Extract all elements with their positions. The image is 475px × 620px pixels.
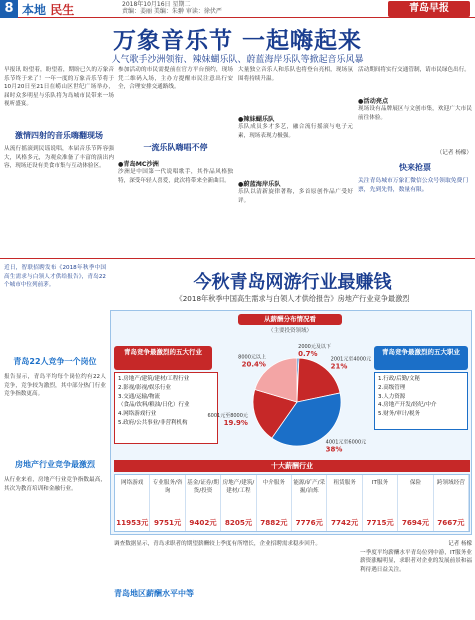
list-item: 2.高级管理 [378,384,406,391]
table-cell-value: 7667元 [437,518,465,527]
pie-value-label: 20.4% [241,360,266,369]
salary-table [114,474,470,532]
list-item: 5.财务/审计/税务 [378,411,420,418]
table-cell [292,475,327,531]
table-cell-label: 中介服务 [262,480,286,486]
story1-col4-text: 活动期间将实行交通管制，请市民绿色出行。 [358,67,470,73]
story2-subhead2: 房地产行业竞争最激烈 [15,460,95,469]
dateline [122,1,222,15]
editor-credits: 责编：姜丽 美编：朱翀 审读：徐伏严 [122,8,222,15]
story1-col4 [358,66,472,256]
pie-value-label: 38% [325,445,343,454]
pie-value-label: 19.9% [223,419,248,428]
story1-col3-text2: 乐队成员多才多艺，融合流行摇滚与电子元素，现场表现力极强。 [238,124,353,139]
story1-headline: 万象音乐节 一起嗨起来 [112,27,362,54]
table-cell-value: 8205元 [224,518,253,527]
pie-label: 2001元至4000元 [330,356,372,363]
pie-label: 8000元以上 [238,354,266,361]
table-cell [434,475,469,531]
story1-col4-heading: 快来抢票 [399,162,431,172]
table-cell [115,475,150,531]
table-cell [150,475,185,531]
table-cell-value: 7776元 [295,518,323,527]
list-item: 4.房地产开发/经纪/中介 [378,402,437,409]
section-livelihood: 民生 [50,3,75,17]
story1-col3-text3: 乐队以清新旋律著称，多首原创作品广受好评。 [238,189,353,204]
section-title [22,1,74,18]
table-cell-value: 11953元 [116,518,149,527]
story2-bottom-heading: 青岛地区薪酬水平中等 [114,589,194,598]
section-local: 本地 [22,3,47,17]
story1-col1 [4,66,114,256]
issue-date: 2018年10月16日 星期二 [122,1,191,8]
salary-pie-chart [207,330,372,460]
story1-byline: （记者 杨檬） [436,150,472,156]
list-item: 5.政府/公共事业/非营利机构 [118,419,188,426]
list-item: 1.房地产/建筑/建材/工程行业 [118,376,190,382]
story2-right-text: 一季度平均薪酬水平青岛位列中游，IT服务业薪资涨幅明显，求职者对企业的发展前景和福利待遇日益关注。 [360,549,472,573]
table-cell-label: 房地产/建筑/建材/工程 [222,480,255,494]
table-cell [186,475,221,531]
left-industry-list [114,372,218,444]
story1-col3-bullet2: ●蔚蓝海岸乐队 [238,181,281,188]
left-badge: 青岛竞争最激烈的五大行业 [114,346,212,370]
story1-col2-heading: 一流乐队嗨唱不停 [143,143,208,152]
table-cell [221,475,256,531]
table-cell [398,475,433,531]
story2-byline: 记者 杨檬 [448,541,472,547]
story2-lead: 近日，智联招聘发布《2018年秋季中国高生需求与白领人才供给报告》，青岛22个城市中位列前茅。 [4,265,106,289]
list-item: 3.交通/运输/物流 [118,393,160,400]
page-number: 8 [0,0,18,18]
pie-label: 6001元至8000元 [207,413,248,420]
table-cell-label: 能源/矿产/采掘/冶炼 [293,480,326,494]
ticket-note: 关注青岛城市万象汇微信公众号领取免费门票，先到先得，数量有限。 [358,177,469,193]
story1-col1-heading: 激情四射的音乐嗨翻现场 [15,131,103,140]
story1-col3 [238,66,353,256]
story1-col3-text: 大量独立音乐人和乐队也将登台亮相，现场氛围将持续升温。 [238,67,353,82]
story2-bottom [114,540,354,616]
table-cell-label: IT服务 [371,480,389,486]
story2-right-bottom [360,540,472,616]
table-cell-value: 7715元 [366,518,394,527]
story2-left-column [4,264,106,614]
table-cell-label: 保险 [409,480,422,486]
story2-sub1-text: 报告显示，青岛平均每个岗位约有22人竞争，竞争较为激烈，其中部分热门行业竞争指数更高。 [4,374,106,398]
right-badge: 青岛竞争最激烈的五大职业 [374,346,468,370]
table-cell [327,475,362,531]
story1-col2-text2: 沙洲是中国第一代说唱歌手，其作品风格独特，深受年轻人喜爱，此次将带来全新曲目。 [118,169,233,184]
list-item: 4.网络游戏行业 [118,411,157,418]
section-divider [0,258,475,259]
pie-label: 2000元及以下 [298,344,331,351]
pie-label: 4001元至6000元 [325,439,367,446]
table-cell-value: 9751元 [154,518,182,527]
salary-distribution-note: （主要投资领域） [267,328,312,334]
table-cell [257,475,292,531]
table-cell-value: 9402元 [189,518,217,527]
list-item: 2.影视/影视/娱乐行业 [118,384,171,391]
right-occupation-list [374,372,468,430]
pie-value-label: 21% [330,362,348,371]
story2-sub2-text: 从行业来看，房地产行业竞争指数最高，其次为教育培训和金融行业。 [4,477,106,492]
table-cell-label: 网络游戏 [121,480,144,486]
table-cell-label: 基金/证券/期货/投资 [187,480,219,494]
table-cell-label: 专业服务/咨询 [152,480,183,494]
table-cell-label: 租赁服务 [333,480,356,486]
story1-col3-bullet1: ●辣妹蝴乐队 [238,116,275,123]
pie-value-label: 0.7% [298,350,318,359]
list-item: 1.行政/后勤/文秘 [378,376,420,382]
newspaper-logo: 青岛早报 [388,1,470,17]
table-cell-label: 跨领域经营 [436,480,465,486]
table-cell-value: 7742元 [331,518,359,527]
story1-col2-text: 参加活动的市民需提前在官方平台预约，现场凭二维码入场，主办方提醒市民注意出行安全，合理安排交通路线。 [118,67,233,91]
story1-col4-bullet: ●活动亮点 [358,98,389,105]
story1-col1-text2: 从流行摇滚到民谣说唱，本届音乐节阵容强大，风格多元，为观众准备了丰富的演出内容，现场还设有美食市集与互动体验区。 [4,146,114,170]
story1-col2-bullet: ●青岛MC沙洲 [118,161,159,168]
story1-col1-text: 早报讯 盼望着，盼望着，期盼已久的万象音乐节终于来了！一年一度的万象音乐节将于10月20日至21日在崂山区世纪广场举办，届时众多明星与乐队将为岛城市民带来一场视听盛宴。 [4,67,114,108]
table-cell [363,475,398,531]
story2-subhead1: 青岛22人竞争一个岗位 [13,357,97,366]
story1-subheadline: 人气歌手沙洲领衔、辣妹蝴乐队、蔚蓝海岸乐队等掀起音乐风暴 [111,55,364,65]
list-item: 3.人力资源 [378,393,406,400]
story1-col4-text2: 现场设有品牌展区与文创市集，欢迎广大市民前往体验。 [358,106,472,121]
salary-distribution-badge: 从薪酬分布情况看 [238,314,342,325]
list-item: （食品/饮料/粮油/日化）行业 [118,402,190,409]
table-cell-value: 7694元 [401,518,430,527]
story2-bottom-text: 调查数据显示，青岛求职者的期望薪酬较上季度有所增长，企业招聘需求稳步回升。 [114,541,321,547]
table-cell-value: 7882元 [260,518,288,527]
salary-table-heading: 十大薪酬行业 [114,460,470,472]
story1-col2 [118,66,233,256]
story2-headline: 今秋青岛网游行业最赚钱 [193,272,392,293]
story2-subheadline: 《2018年秋季中国高生需求与白领人才供给报告》房地产行业竞争最激烈 [175,294,410,303]
